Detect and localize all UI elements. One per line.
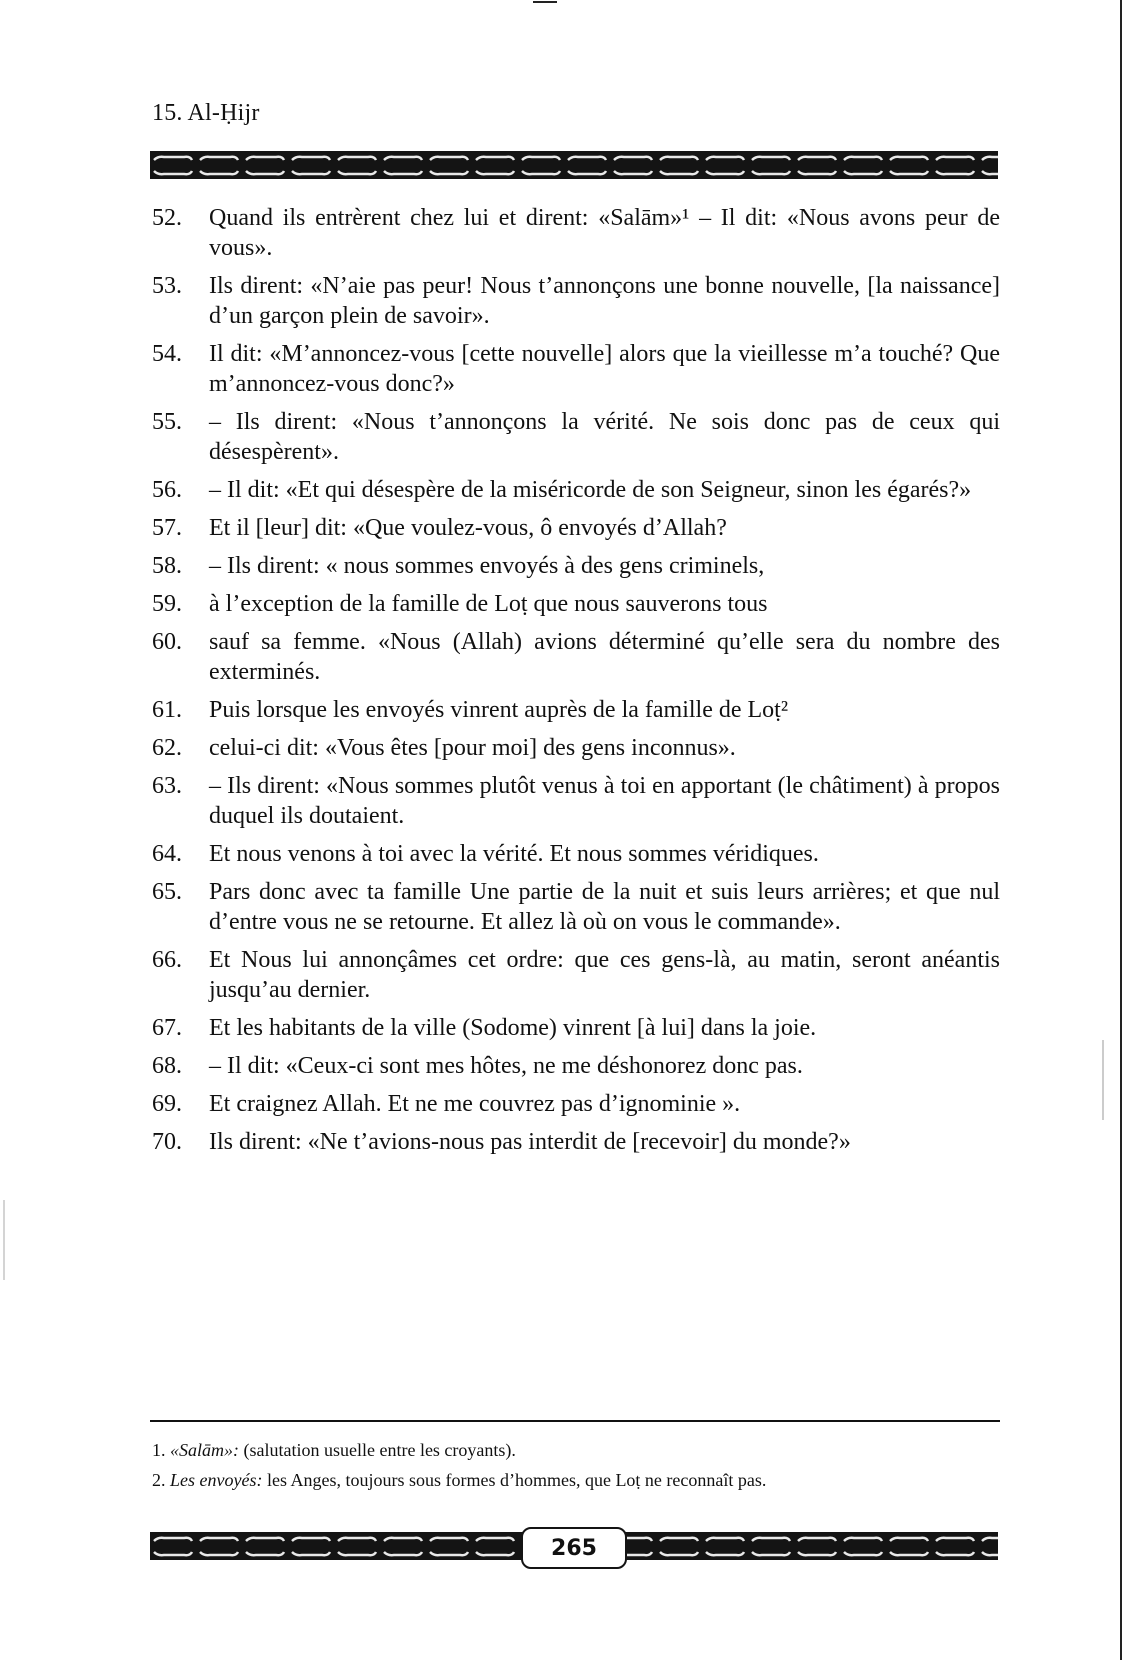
verse-text: Quand ils entrèrent chez lui et dirent: «Salām»¹ – Il dit: «Nous avons peur de vous». [209,205,1000,261]
verse-item [152,695,1000,725]
verse-number: 59. [152,591,182,617]
verse-item [152,945,1000,1005]
verse-text: – Il dit: «Et qui désespère de la miséricorde de son Seigneur, sinon les égarés?» [209,477,972,503]
verse-item [152,627,1000,687]
verse-text: Il dit: «M’annoncez-vous [cette nouvelle] alors que la vieillesse m’a touché? Que m’annoncez-vous donc?» [209,341,1000,397]
verse-text: – Ils dirent: «Nous t’annonçons la vérité. Ne sois donc pas de ceux qui désespèrent». [209,409,1000,465]
verse-item [152,551,1000,581]
footnote-term: Les envoyés: [170,1470,263,1490]
verse-text: sauf sa femme. «Nous (Allah) avions déterminé qu’elle sera du nombre des exterminés. [209,629,1000,685]
verse-text: Et craignez Allah. Et ne me couvrez pas d’ignominie ». [209,1091,741,1117]
footnote-text: (salutation usuelle entre les croyants). [243,1440,516,1460]
chain-ornament-top [150,151,998,179]
verse-number: 62. [152,735,182,761]
verse-item [152,1127,1000,1157]
verse-item [152,513,1000,543]
verse-number: 68. [152,1053,182,1079]
verse-item [152,839,1000,869]
verse-number: 69. [152,1091,182,1117]
verse-item [152,475,1000,505]
verse-text: Et il [leur] dit: «Que voulez-vous, ô envoyés d’Allah? [209,515,727,541]
footnote-number: 1. [152,1440,166,1460]
verse-text: Ils dirent: «Ne t’avions-nous pas interdit de [recevoir] du monde?» [209,1129,851,1155]
verse-item [152,771,1000,831]
verse-text: celui-ci dit: «Vous êtes [pour moi] des gens inconnus». [209,735,736,761]
verse-number: 60. [152,629,182,655]
verse-text: à l’exception de la famille de Loṭ que nous sauverons tous [209,591,768,617]
verse-item [152,1089,1000,1119]
verse-item [152,203,1000,263]
verse-number: 52. [152,205,182,231]
verse-text: Et les habitants de la ville (Sodome) vinrent [à lui] dans la joie. [209,1015,817,1041]
footnote-item [152,1438,1000,1462]
footnote-divider [150,1420,1000,1422]
verse-text: – Ils dirent: «Nous sommes plutôt venus à toi en apportant (le châtiment) à propos duquel ils doutaient. [209,773,1000,829]
verse-item [152,1051,1000,1081]
verse-item [152,733,1000,763]
footnote-term: «Salām»: [170,1440,239,1460]
verse-item [152,339,1000,399]
verse-number: 53. [152,273,182,299]
verse-item [152,589,1000,619]
verse-number: 61. [152,697,182,723]
verse-number: 55. [152,409,182,435]
verse-item [152,877,1000,937]
verse-text: – Ils dirent: « nous sommes envoyés à des gens criminels, [209,553,765,579]
verse-text: Ils dirent: «N’aie pas peur! Nous t’annonçons une bonne nouvelle, [la naissance] d’un garçon plein de savoir». [209,273,1000,329]
verse-list [152,203,1000,1165]
verse-number: 63. [152,773,182,799]
verse-number: 58. [152,553,182,579]
footnotes [152,1438,1000,1498]
verse-text: Pars donc avec ta famille Une partie de la nuit et suis leurs arrières; et que nul d’entre vous ne se retourne. Et allez là où on vous le commande». [209,879,1000,935]
verse-text: Et Nous lui annonçâmes cet ordre: que ces gens-là, au matin, seront anéantis jusqu’au dernier. [209,947,1000,1003]
verse-number: 70. [152,1129,182,1155]
verse-text: – Il dit: «Ceux-ci sont mes hôtes, ne me déshonorez donc pas. [209,1053,803,1079]
verse-number: 65. [152,879,182,905]
top-ornamental-band [150,151,998,179]
footnote-number: 2. [152,1470,166,1490]
verse-item [152,1013,1000,1043]
page-number: 265 [521,1527,627,1569]
footnote-text: les Anges, toujours sous formes d’hommes, que Loṭ ne reconnaît pas. [266,1470,767,1490]
verse-item [152,407,1000,467]
verse-number: 57. [152,515,182,541]
footnote-item [152,1468,1000,1492]
verse-text: Et nous venons à toi avec la vérité. Et nous sommes véridiques. [209,841,819,867]
surah-header-title: 15. Al-Ḥijr [152,100,260,126]
verse-number: 54. [152,341,182,367]
verse-number: 64. [152,841,182,867]
verse-number: 56. [152,477,182,503]
verse-text: Puis lorsque les envoyés vinrent auprès de la famille de Loṭ² [209,697,789,723]
verse-number: 67. [152,1015,182,1041]
verse-item [152,271,1000,331]
verse-number: 66. [152,947,182,973]
